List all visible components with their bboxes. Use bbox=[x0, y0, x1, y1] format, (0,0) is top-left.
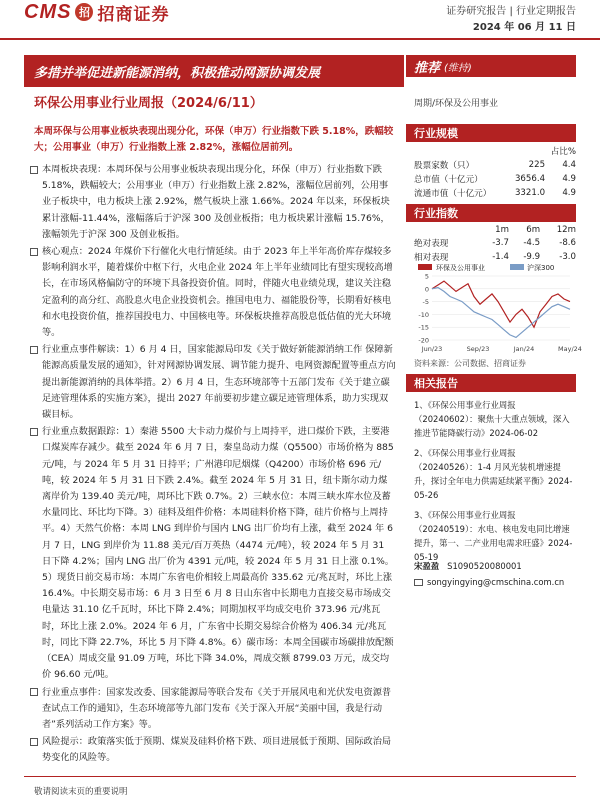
logo-cn-text: 招商证券 bbox=[97, 4, 170, 25]
report-subtitle: 环保公用事业行业周报（2024/6/11） bbox=[34, 96, 263, 111]
y-tick-label: -15 bbox=[418, 323, 429, 332]
y-tick-label: 5 bbox=[424, 272, 429, 281]
scale-table bbox=[414, 144, 576, 200]
analyst-email[interactable]: songyingying@cmschina.com.cn bbox=[427, 577, 565, 587]
paragraph: 风险提示：政策落实低于预期、煤炭及硅料价格下跌、项目进展低于预期、国际政治局势变化的风险等。 bbox=[30, 734, 396, 766]
email-icon bbox=[414, 579, 423, 586]
source-note: 资料来源：公司数据、招商证券 bbox=[414, 359, 526, 368]
summary-text: 本周环保与公用事业板块表现出现分化，环保（申万）行业指数下跌 5.18%，跌幅较大；公用事业（申万）行业指数上涨 2.82%，涨幅位居前列。 bbox=[34, 126, 394, 153]
checkbox-bullet-icon bbox=[30, 346, 38, 354]
checkbox-bullet-icon bbox=[30, 688, 38, 696]
report-date: 2024 年 06 月 11 日 bbox=[472, 22, 576, 33]
analyst-block bbox=[414, 560, 576, 589]
main-body bbox=[30, 162, 396, 768]
page-title: 多措并举促进新能源消纳，积极推动网源协调发展 bbox=[24, 55, 404, 87]
header-divider bbox=[0, 38, 600, 40]
list-item[interactable]: 2、《环保公用事业行业周报（20240526）：1-4 月风光装机增速提升，探讨全年电力供需延续紧平衡》2024-05-26 bbox=[414, 448, 573, 500]
chart-legend bbox=[418, 263, 554, 272]
related-reports-list bbox=[414, 398, 576, 570]
y-tick-label: -5 bbox=[422, 298, 429, 307]
chart-lines bbox=[432, 281, 570, 337]
section-industry-scale: 行业规模 bbox=[406, 124, 576, 142]
legend-label-hs300: 沪深300 bbox=[527, 264, 555, 272]
paragraph: 行业重点数据跟踪：1）秦港 5500 大卡动力煤价与上周持平，进口煤价下跌，主要港口煤炭库存减少。截至 2024 年 6 月 7 日，秦皇岛动力煤（Q5500）市场价格为 885 元/吨，与 2024 年 5 月 31 日持平；广州港印尼烟煤（Q4200）市场价格 696 元/吨，较 2024 年 5 月 31 日下跌 2.4%。截至 2024 年 5 月 31 日，纽卡斯尔动力煤离岸价为 139.40 美元/吨，周环比下跌 0.7%。2）三峡水位：本周三峡水库水位及蓄水量同比、环比均下降。3）硅料及组件价格：本周硅料价格下降，硅片价格与上周持平。4）天然气价格：本周 LNG 到岸价与国内 LNG 出厂价均有上涨，截至 2024 年 6 月 7 日，LNG 到岸价为 11.88 美元/百万英热（4474 元/吨），较 2024 年 5 月 31 日下降 4.2%；国内 LNG 出厂价为 4391 元/吨，较 2024 年 5 月 31 日上涨 0.1%。5）现货日前交易市场：本周广东省电价相较上周最高价 335.62 元/兆瓦时，环比上涨 16.4%。中长期交易市场：6 月 3 日至 6 月 8 日山东省中长期电力直接交易市场成交电量达 31.10 亿千瓦时，环比下降 2.4%；同期加权平均成交电价 373.96 元/兆瓦时，环比上涨 2.0%。2024 年 6 月，广东省中长期交易综合价格为 406.34 元/兆瓦时，同比下降 22.7%，环比 5 月下降 4.8%。6）碳市场：本周全国碳市场碳排放配额（CEA）周成交量 91.09 万吨，环比下降 34.0%，周成交额 8799.03 万元，成交均价 96.60 元/吨。 bbox=[30, 424, 396, 683]
checkbox-bullet-icon bbox=[30, 166, 38, 174]
list-item[interactable]: 1、《环保公用事业行业周报（20240602）：聚焦十大重点领域，深入推进节能降碳行动》2024-06-02 bbox=[414, 400, 570, 438]
series-line bbox=[432, 281, 570, 327]
table-row: 总市值（十亿元） 3656.4 4.9 bbox=[414, 174, 576, 185]
checkbox-bullet-icon bbox=[30, 428, 38, 436]
footer-divider bbox=[24, 776, 576, 777]
paragraph: 本周板块表现：本周环保与公用事业板块表现出现分化，环保（申万）行业指数下跌 5.18%，跌幅较大；公用事业（申万）行业指数上涨 2.82%，涨幅位居前列，公用事业子板块中，电力板块上涨 2.92%，燃气板块上涨 1.66%。2024 年以来，环保板块累计涨幅-11.44%，涨幅落后于沪深 300 及创业板指；电力板块累计涨幅 15.76%，涨幅领先于沪深 300 及创业板指。 bbox=[30, 162, 396, 243]
report-category: 证券研究报告 | 行业定期报告 bbox=[446, 6, 576, 17]
section-related-reports: 相关报告 bbox=[406, 374, 576, 392]
rating-badge bbox=[406, 55, 576, 77]
analyst-cert: S1090520080001 bbox=[447, 561, 522, 571]
list-item[interactable]: 3、《环保公用事业行业周报（20240519）：水电、核电发电同比增速提升，第一、二产业用电需求旺盛》2024-05-19 bbox=[414, 510, 573, 562]
paragraph: 核心观点：2024 年煤价下行催化火电行情延续。由于 2023 年上半年高价库存煤较多影响利润水平，随着煤价中枢下行，火电企业 2024 年上半年业绩同比有望实现较高增长，在市场风格偏防守的环境下具备投资价值。同时，伴随火电业绩兑现，建议关注稳定盈利的高分红、高股息火电企业投资机会。推国电电力、福能股份等，长期看好核电和水电投资价值，推荐国投电力、中国核电等。环保板块推荐高股息低估值的光大环境等。 bbox=[30, 244, 396, 341]
footer-note: 敬请阅读末页的重要说明 bbox=[34, 787, 128, 797]
paragraph: 行业重点事件：国家发改委、国家能源局等联合发布《关于开展风电和光伏发电资源普查试点工作的通知》，生态环境部等九部门发布《关于深入开展“美丽中国，我是行动者”系列活动工作方案》等。 bbox=[30, 685, 396, 734]
logo bbox=[24, 0, 169, 24]
rating-sub: (维持) bbox=[444, 62, 472, 74]
report-tagline bbox=[446, 4, 576, 36]
table-header-row: 1m 6m 12m bbox=[495, 225, 576, 235]
legend-swatch-sector bbox=[418, 264, 432, 270]
table-row: 绝对表现 -3.7 -4.5 -8.6 bbox=[414, 238, 576, 249]
checkbox-bullet-icon bbox=[30, 738, 38, 746]
y-tick-label: -10 bbox=[418, 310, 429, 319]
y-tick-label: -20 bbox=[418, 336, 429, 345]
chart-axes bbox=[418, 273, 582, 354]
section-industry-index: 行业指数 bbox=[406, 204, 576, 222]
y-tick-label: 0 bbox=[424, 285, 429, 294]
report-type: 周期/环保及公用事业 bbox=[414, 99, 499, 109]
legend-swatch-hs300 bbox=[510, 264, 524, 270]
series-line bbox=[432, 288, 570, 338]
table-row: 股票家数（只） 225 4.4 bbox=[414, 160, 576, 171]
checkbox-bullet-icon bbox=[30, 248, 38, 256]
legend-label-sector: 环保及公用事业 bbox=[436, 264, 485, 272]
x-tick-label: Sep/23 bbox=[466, 345, 490, 353]
x-tick-label: May/24 bbox=[558, 345, 582, 353]
analyst-name: 宋盈盈 bbox=[414, 561, 440, 571]
table-row: 相对表现 -1.4 -9.9 -3.0 bbox=[414, 252, 576, 263]
paragraph: 行业重点事件解读：1）6 月 4 日，国家能源局印发《关于做好新能源消纳工作 保障新能源高质量发展的通知》，针对网源协调发展、调节能力提升、电网资源配置等重点方向提出新能源消纳的具体举措。2）6 月 4 日，生态环境部等十五部门发布《关于建立碳足迹管理体系的实施方案》，提出 2027 年前要初步建立碳足迹管理体系，助力实现双碳目标。 bbox=[30, 342, 396, 423]
index-chart bbox=[406, 262, 582, 354]
x-tick-label: Jun/23 bbox=[421, 345, 443, 353]
x-tick-label: Jan/24 bbox=[513, 345, 535, 353]
rating-label: 推荐 bbox=[414, 60, 441, 76]
index-table bbox=[414, 224, 576, 264]
logo-badge-icon: 招 bbox=[75, 3, 93, 21]
logo-cms-text: CMS bbox=[24, 0, 72, 23]
scale-col-header: 占比% bbox=[550, 147, 576, 157]
table-row: 流通市值（十亿元） 3321.0 4.9 bbox=[414, 188, 576, 199]
